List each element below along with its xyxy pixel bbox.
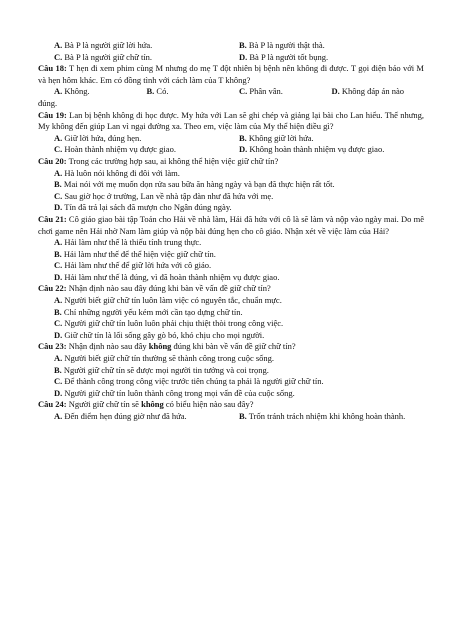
question-19-options-row-2 [38, 144, 424, 156]
option-text: Giữ lời hứa, đúng hẹn. [64, 132, 142, 143]
option-text: Hải làm như thế là thiếu tính trung thực. [64, 237, 202, 248]
option-b-text: Bà P là người thật thà. [248, 40, 325, 50]
question-18 [38, 63, 424, 86]
option-c[interactable] [38, 318, 424, 330]
top-options-row-1 [38, 40, 424, 52]
option-d[interactable] [38, 202, 424, 214]
option-label: A. [54, 86, 63, 97]
question-19 [38, 110, 424, 133]
option-c[interactable] [38, 191, 424, 203]
option-label: B. [54, 179, 62, 190]
option-label: A. [54, 353, 63, 364]
option-text: Người biết giữ chữ tín luôn làm việc có nguyên tắc, chuẩn mực. [64, 295, 282, 306]
option-text: Hải làm như thế là đúng, vì đã hoàn thành nhiệm vụ được giao. [64, 271, 280, 282]
option-text: Không. [64, 86, 90, 97]
option-label: C. [54, 318, 63, 329]
option-label: B. [54, 364, 62, 375]
question-22 [38, 283, 424, 295]
option-d[interactable] [38, 272, 424, 284]
option-text: Không giữ lời hứa. [248, 132, 314, 143]
option-d-wrap: đúng. [38, 97, 58, 108]
option-label: B. [54, 306, 62, 317]
option-label: A. [54, 167, 63, 178]
option-a[interactable] [38, 237, 424, 249]
question-18-options [38, 86, 424, 98]
option-text: Đến điểm hẹn đúng giờ như đã hứa. [64, 411, 187, 421]
question-text: T hẹn đi xem phim cùng M nhưng do mẹ T đột nhiên bị bệnh nên không đi được. T gọi điện báo với M và hẹn hôm khác. Em có đồng tình với cách làm của T không? [38, 63, 424, 85]
option-text: Người giữ chữ tín sẽ được mọi người tin tưởng và coi trọng. [63, 364, 269, 375]
question-text: Nhận định nào sau đây đúng khi bàn về vấn đề giữ chữ tín? [68, 283, 271, 294]
option-label: B. [54, 248, 62, 259]
top-options-row-2 [38, 52, 424, 64]
option-label: B. [146, 86, 155, 97]
option-label: B. [239, 132, 247, 143]
option-label: C. [54, 260, 63, 271]
question-emphasis: không [148, 341, 172, 352]
option-a[interactable] [38, 411, 239, 423]
option-text: Phân vân. [249, 86, 283, 97]
question-number: Câu 22: [38, 283, 67, 294]
option-text: Người giữ chữ tín luôn luôn phải chịu thiệt thòi trong công việc. [64, 318, 284, 329]
option-text: Hà luôn nói không đi đôi với làm. [64, 167, 180, 178]
option-text: Mai nói với mẹ muốn dọn rửa sau bữa ăn hàng ngày và bạn đã thực hiện rất tốt. [63, 179, 335, 190]
option-label: A. [54, 132, 63, 143]
option-c[interactable] [38, 260, 424, 272]
option-a-text: Bà P là người giữ lời hứa. [64, 40, 153, 50]
question-text: Người giữ chữ tín sẽ [68, 399, 142, 410]
question-number: Câu 24: [38, 399, 67, 410]
question-number: Câu 23: [38, 341, 67, 352]
option-c[interactable]: C. Bà P là người giữ chữ tín. [54, 51, 153, 62]
option-label: D. [331, 86, 340, 97]
option-label: D. [54, 271, 63, 282]
option-d[interactable] [38, 330, 424, 342]
question-24 [38, 399, 424, 411]
option-text: Không đáp án nào [341, 86, 404, 97]
option-b[interactable] [38, 249, 424, 261]
option-label: D. [54, 387, 63, 398]
question-text: Cô giáo giao bài tập Toán cho Hải về nhà làm, Hải đã hứa với cô là sẽ làm và nộp vào ngày mai. Do mê chơi game nên Hải nhờ Nam làm giúp và nộp bài đúng hẹn cho cô giáo. Nhận xét về việc làm của Hải? [38, 213, 425, 236]
option-b[interactable] [38, 365, 424, 377]
option-text: Không hoàn thành nhiệm vụ được giao. [249, 144, 385, 155]
option-d[interactable] [332, 86, 425, 98]
option-d-text: Bà P là người tốt bụng. [249, 51, 329, 62]
question-text: Lan bị bệnh không đi học được. My hứa với Lan sẽ ghi chép và giảng lại bài cho Lan hiểu. Thế nhưng, My không đến giúp Lan vì ngại đường xa. Theo em, việc làm của My thể hiện điều gì? [38, 109, 424, 132]
option-text: Người giữ chữ tín luôn thành công trong mọi vấn đề của cuộc sống. [64, 387, 295, 398]
option-d[interactable]: D. Bà P là người tốt bụng. [239, 51, 329, 62]
option-a[interactable] [38, 133, 239, 145]
option-text: Tín đã trả lại sách đã mượn cho Ngân đúng ngày. [64, 202, 232, 213]
option-label: D. [239, 144, 248, 155]
option-a[interactable] [38, 353, 424, 365]
option-label: D. [54, 329, 63, 340]
option-text: Giữ chữ tín là lối sống gây gò bó, khó chịu cho mọi người. [64, 329, 265, 340]
option-label: A. [54, 295, 63, 306]
option-text: Hải làm như thế để giữ lời hứa với cô giáo. [64, 260, 212, 271]
question-21 [38, 214, 424, 237]
option-text: Sau giờ học ở trường, Lan về nhà tập đàn như đã hứa với mẹ. [64, 190, 274, 201]
option-label: C. [239, 86, 248, 97]
question-text: Trong các trường hợp sau, ai không thể hiện việc giữ chữ tín? [68, 155, 279, 166]
option-text: Hải làm như thế để thể hiện việc giữ chữ tín. [63, 248, 216, 259]
option-d[interactable] [38, 388, 424, 400]
option-b[interactable] [239, 133, 424, 145]
option-text: Hoàn thành nhiệm vụ được giao. [64, 144, 176, 155]
option-label: A. [54, 237, 63, 248]
option-text: Để thành công trong công việc trước tiên chúng ta phải là người giữ chữ tín. [64, 376, 324, 387]
option-a[interactable] [38, 295, 424, 307]
question-number: Câu 20: [38, 155, 67, 166]
option-label: C. [54, 376, 63, 387]
option-c-text: Bà P là người giữ chữ tín. [64, 51, 153, 62]
option-c[interactable] [38, 144, 239, 156]
option-b[interactable]: B. Bà P là người thật thà. [239, 40, 325, 50]
option-b[interactable] [147, 86, 240, 98]
option-label: C. [54, 190, 63, 201]
option-c[interactable] [239, 86, 332, 98]
option-a[interactable] [38, 168, 424, 180]
option-text: Người biết giữ chữ tín thường sẽ thành công trong cuộc sống. [64, 353, 275, 364]
option-text: Chỉ những người yếu kém mới cần tạo dựng chữ tín. [63, 306, 243, 317]
question-text: Nhận định nào sau đây [68, 341, 149, 352]
option-a[interactable] [38, 86, 147, 98]
option-c[interactable] [38, 376, 424, 388]
option-b[interactable] [38, 179, 424, 191]
option-label: B. [239, 411, 247, 421]
option-text: Trốn tránh trách nhiệm khi không hoàn thành. [248, 411, 406, 421]
question-text-end: có biểu hiện nào sau đây? [163, 399, 254, 410]
option-d[interactable] [239, 144, 424, 156]
option-label: C. [54, 144, 63, 155]
document-page [38, 40, 424, 423]
question-number: Câu 18: [38, 63, 67, 74]
question-24-options-row-1 [38, 411, 424, 423]
question-20 [38, 156, 424, 168]
option-label: D. [54, 202, 63, 213]
option-text: Có. [156, 86, 169, 97]
question-emphasis: không [141, 399, 164, 410]
option-label: A. [54, 411, 63, 421]
option-b[interactable] [239, 411, 424, 423]
question-23 [38, 341, 424, 353]
option-a[interactable]: A. Bà P là người giữ lời hứa. [54, 40, 153, 50]
question-text-end: đúng khi bàn về vấn đề giữ chữ tín? [171, 341, 296, 352]
question-number: Câu 21: [38, 213, 67, 224]
question-number: Câu 19: [38, 109, 67, 120]
option-b[interactable] [38, 307, 424, 319]
question-19-options-row-1 [38, 133, 424, 145]
